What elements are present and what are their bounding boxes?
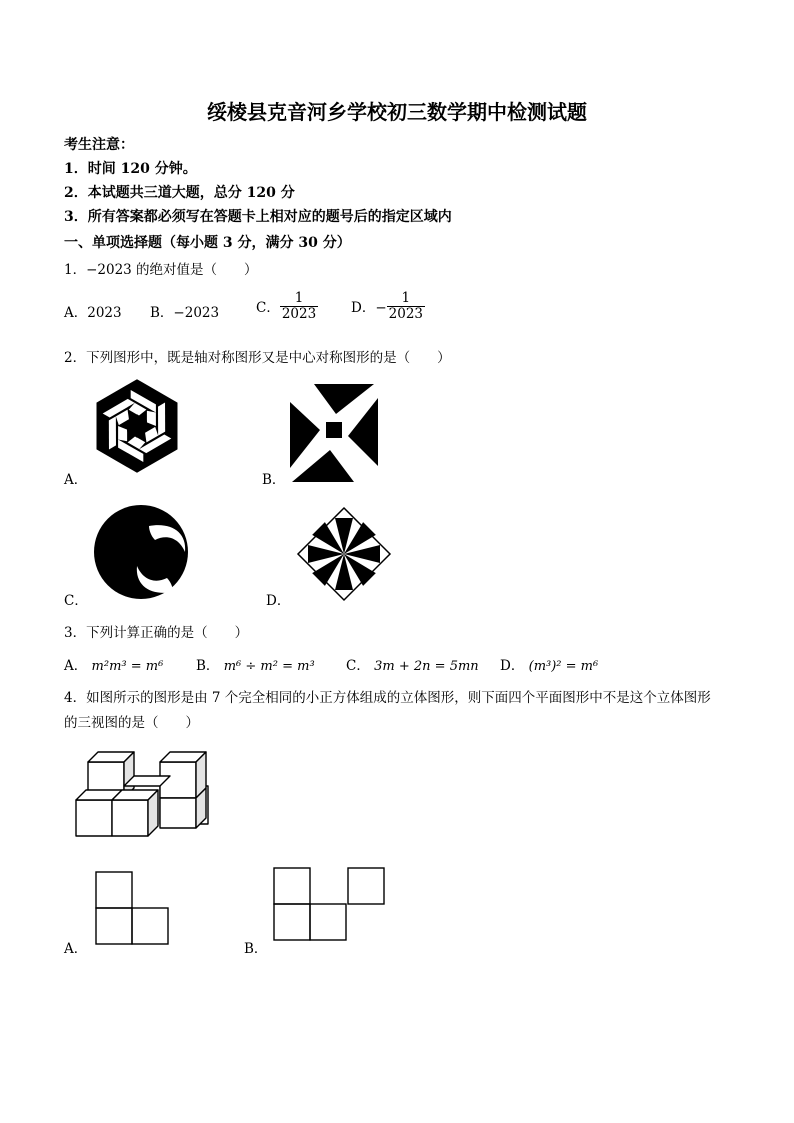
question-2-stem: 2．下列图形中，既是轴对称图形又是中心对称图形的是（ ） (64, 350, 451, 366)
fraction-numerator: 1 (294, 290, 304, 306)
fraction-numerator: 1 (401, 290, 411, 306)
figure-diamond-pinwheel (296, 506, 392, 602)
expression: m²m³ = m⁶ (91, 659, 164, 674)
question-2-option-c: C． (64, 593, 88, 609)
question-1-option-c (256, 291, 318, 322)
notice-item-3: 3．所有答案都必须写在答题卡上相对应的题号后的指定区域内 (64, 209, 452, 225)
option-label: A． (64, 658, 88, 674)
notice-heading: 考生注意： (64, 137, 134, 153)
figure-view-a (94, 870, 170, 946)
figure-pinwheel-triangles (286, 380, 382, 486)
option-label: C． (346, 658, 370, 674)
option-label: C． (256, 300, 280, 317)
question-4-option-a: A． (64, 941, 88, 957)
expression: 3m + 2n = 5mn (374, 659, 479, 674)
figure-tomoe-circle (93, 504, 189, 600)
question-2-option-b: B． (262, 472, 286, 488)
option-label: D．− (351, 300, 387, 317)
figure-cube-solid (72, 748, 214, 844)
figure-view-b (272, 866, 386, 942)
page-title: 绥棱县克音河乡学校初三数学期中检测试题 (207, 100, 587, 124)
fraction (280, 291, 318, 322)
expression: m⁶ ÷ m² = m³ (223, 659, 315, 674)
question-3-stem: 3．下列计算正确的是（ ） (64, 625, 249, 641)
section-heading: 一、单项选择题（每小题 3 分，满分 30 分） (64, 235, 351, 251)
question-4-option-b: B． (244, 941, 268, 957)
question-1-option-b: B．−2023 (150, 305, 220, 321)
question-3-option-d (500, 654, 598, 674)
question-4-stem-line-2: 的三视图的是（ ） (64, 715, 199, 731)
figure-hexagon-knot (92, 374, 182, 478)
question-2-option-a: A． (64, 472, 88, 488)
expression: (m³)² = m⁶ (528, 659, 599, 674)
question-1-option-d (351, 291, 425, 322)
notice-item-1: 1．时间 120 分钟。 (64, 161, 197, 177)
notice-item-2: 2．本试题共三道大题，总分 120 分 (64, 185, 295, 201)
question-3-option-b (196, 654, 315, 674)
question-4-stem-line-1: 4．如图所示的图形是由 7 个完全相同的小正方体组成的立体图形，则下面四个平面图形中不是这个立体图形 (64, 690, 711, 706)
fraction-denominator: 2023 (388, 305, 423, 322)
fraction-denominator: 2023 (281, 305, 317, 322)
question-3-option-a (64, 654, 163, 674)
option-label: D． (500, 658, 525, 674)
question-3-option-c (346, 654, 479, 674)
question-1-option-a: A．2023 (64, 305, 122, 321)
fraction (387, 291, 425, 322)
question-1-stem: 1．−2023 的绝对值是（ ） (64, 262, 258, 278)
option-label: B． (196, 658, 220, 674)
question-2-option-d: D． (266, 593, 291, 609)
